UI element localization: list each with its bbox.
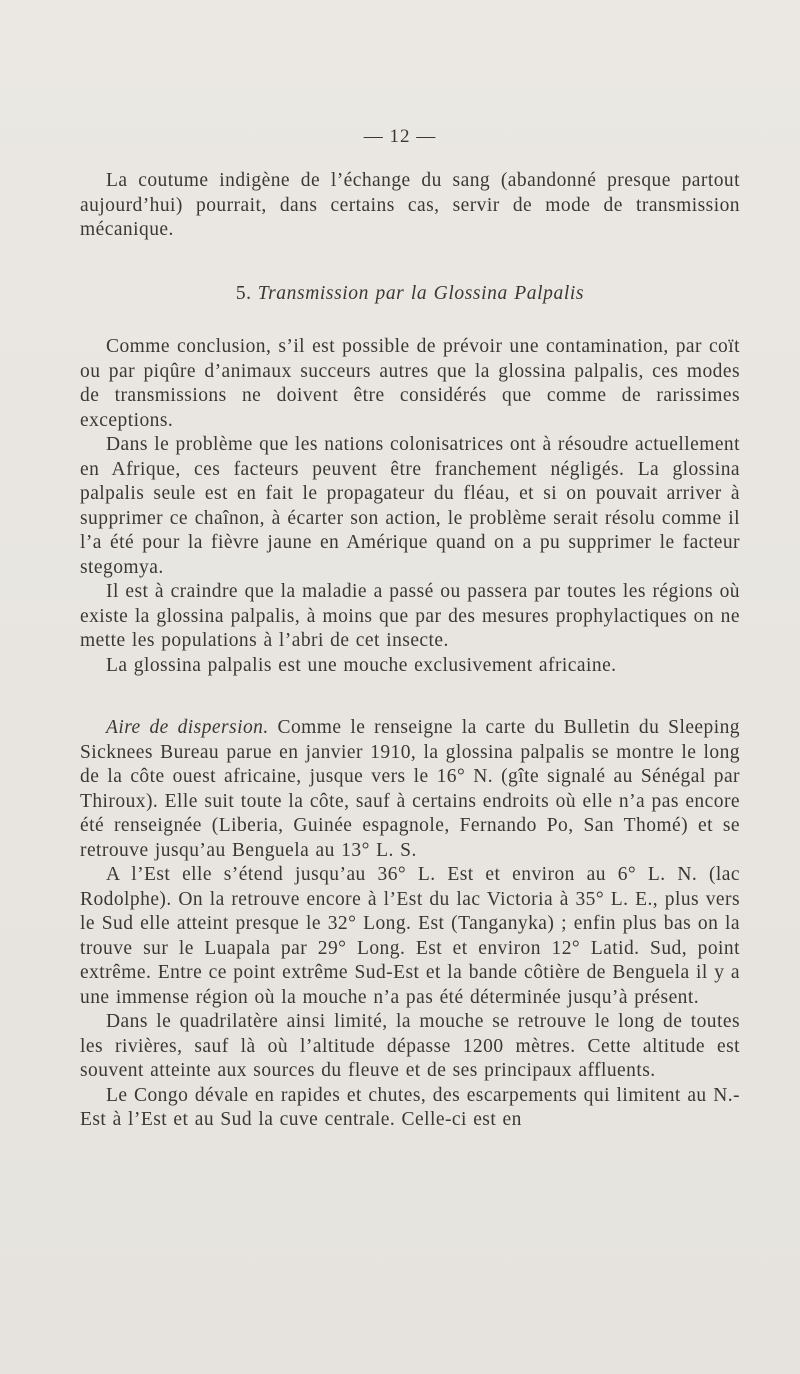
page-number: — 12 —	[363, 126, 437, 147]
section-heading-block	[80, 282, 740, 307]
intro-paragraph-block	[80, 169, 740, 243]
paragraph-congo: Le Congo dévale en rapides et chutes, des escarpements qui limitent au N.-Est à l’Est et au Sud la cuve centrale. Celle-ci est en	[80, 1084, 740, 1130]
dispersion-body: Comme le renseigne la carte du Bulletin du Sleeping Sicknees Bureau parue en janvier 1910, la glossina palpalis se montre le long de la côte ouest africaine, jusque vers le 16° N. (gîte signalé au Sénégal par Thiroux). Elle suit toute la côte, sauf à certains endroits où elle n’a pas encore été renseignée (Liberia, Guinée espagnole, Fernando Po, San Thomé) et se retrouve jusqu’au Benguela au 13° L. S.	[80, 717, 740, 861]
intro-paragraph: La coutume indigène de l’échange du sang (abandonné presque partout aujourd’hui) pourrait, dans certains cas, servir de mode de transmission mécanique.	[80, 170, 740, 240]
paragraph-fear: Il est à craindre que la maladie a passé ou passera par toutes les régions où existe la glossina palpalis, à moins que par des mesures prophylactiques on ne mette les populations à l’abri de cet insecte.	[80, 581, 740, 651]
section-heading	[80, 282, 740, 307]
section-number: 5.	[235, 283, 252, 304]
paragraph-quadrilateral: Dans le quadrilatère ainsi limité, la mouche se retrouve le long de toutes les rivières, sauf là où l’altitude dépasse 1200 mètres. Cette altitude est souvent atteinte aux sources du fleuve et de ses principaux affluents.	[80, 1011, 740, 1081]
paragraph-african-fly: La glossina palpalis est une mouche exclusivement africaine.	[106, 654, 617, 676]
paragraph-conclusion: Comme conclusion, s’il est possible de prévoir une contamination, par coït ou par piqûre d’animaux succeurs autres que la glossina palpalis, ces modes de transmissions ne doivent être considérés que comme de rarissimes exceptions.	[80, 336, 740, 431]
dispersion-text-block	[80, 716, 740, 1133]
paragraph-east: A l’Est elle s’étend jusqu’au 36° L. Est et environ au 6° L. N. (lac Rodolphe). On la retrouve encore à l’Est du lac Victoria à 35° L. E., plus vers le Sud elle atteint presque le 32° Long. Est (Tanganyka) ; enfin plus bas on la trouve sur le Luapala par 29° Long. Est et environ 12° Latid. Sud, point extrême. Entre ce point extrême Sud-Est et la bande côtière de Benguela il y a une immense région où la mouche n’a pas été déterminée jusqu’à présent.	[80, 864, 740, 1008]
paragraph-problem: Dans le problème que les nations colonisatrices ont à résoudre actuellement en Afrique, ces facteurs peuvent être franchement négligés. La glossina palpalis seule est en fait le propagateur du fléau, et si on pouvait arriver à supprimer ce chaînon, à écarter son action, le problème serait résolu comme il l’a été pour la fièvre jaune en Amérique quand on a pu supprimer le facteur stegomya.	[80, 434, 740, 578]
body-text-block	[80, 335, 740, 678]
dispersion-lead: Aire de dispersion.	[106, 717, 269, 738]
section-title: Transmission par la Glossina Palpalis	[257, 283, 585, 304]
paragraph-dispersion	[80, 716, 740, 863]
